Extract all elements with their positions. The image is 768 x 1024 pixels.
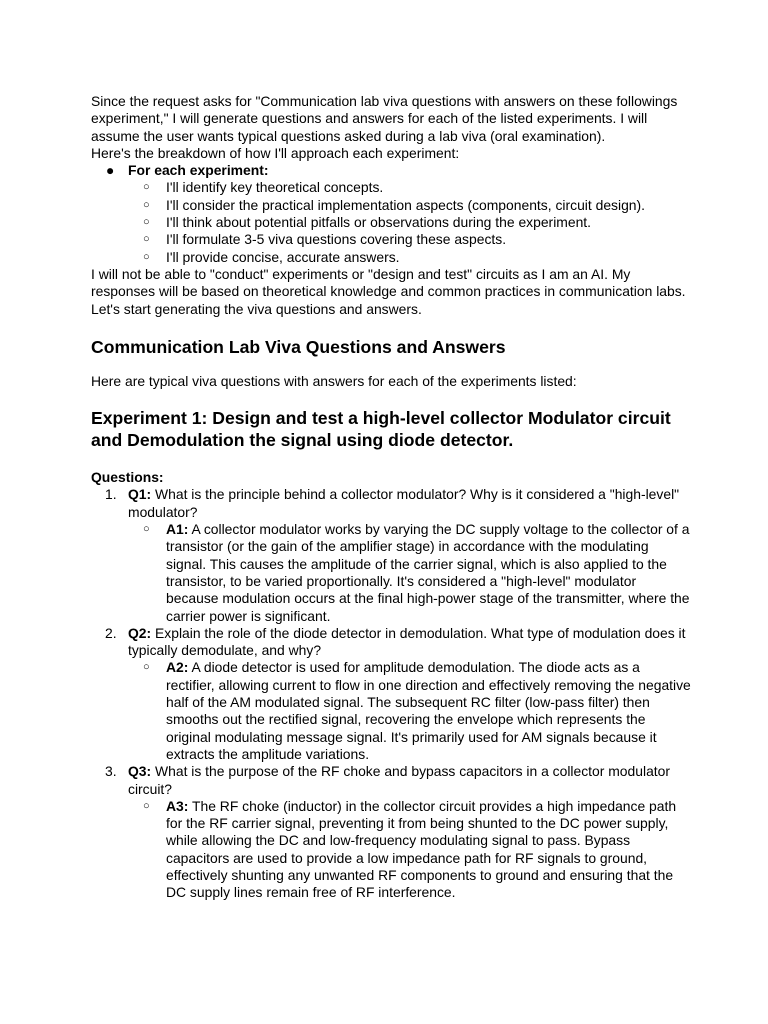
approach-subitem-text: I'll consider the practical implementation aspects (components, circuit design). xyxy=(166,196,646,213)
question-text: What is the principle behind a collector modulator? Why is it considered a "high-level" modulator? xyxy=(128,486,680,520)
approach-subitem xyxy=(91,179,691,196)
bullet-circle-icon: ○ xyxy=(143,233,150,246)
answer-label: A2: xyxy=(166,659,189,676)
approach-subitem-text: I'll identify key theoretical concepts. xyxy=(166,179,384,196)
answer-item xyxy=(91,659,691,763)
intro-paragraph: Since the request asks for "Communication lab viva questions with answers on these followings experiment," I will generate questions and answers for each of the listed experiments. I will assume the user wants typical questions asked during a lab viva (oral examination). xyxy=(91,93,678,144)
bullet-circle-icon: ○ xyxy=(143,523,150,536)
question-item xyxy=(91,625,691,660)
approach-subitem-text: I'll provide concise, accurate answers. xyxy=(166,248,400,265)
question-label: Q2: xyxy=(128,624,152,641)
document-content xyxy=(91,93,691,902)
start-paragraph: Let's start generating the viva questions and answers. xyxy=(91,300,422,317)
section-subtitle: Here are typical viva questions with answers for each of the experiments listed: xyxy=(91,372,577,389)
question-text: Explain the role of the diode detector in demodulation. What type of modulation does it typically demodulate, and why? xyxy=(128,624,686,659)
approach-subitem xyxy=(91,214,691,231)
experiment-title: Experiment 1: Design and test a high-level collector Modulator circuit and Demodulation the signal using diode detector. xyxy=(91,408,671,451)
approach-bullet-label: For each experiment: xyxy=(128,162,269,179)
bullet-circle-icon: ○ xyxy=(143,216,150,229)
intro-breakdown: Here's the breakdown of how I'll approach each experiment: xyxy=(91,144,460,161)
answer-item xyxy=(91,521,691,625)
bullet-circle-icon: ○ xyxy=(143,661,150,674)
answer-item xyxy=(91,798,691,902)
question-number: 1. xyxy=(105,486,117,503)
question-number: 2. xyxy=(105,624,117,641)
answer-text: The RF choke (inductor) in the collector circuit provides a high impedance path for the RF carrier signal, preventing it from being shunted to the DC power supply, while allowing the DC and low-frequency modulating signal to pass. Bypass capacitors are used to provide a low impedance path for RF signals to ground, effectively shunting any unwanted RF components to ground and ensuring that the DC supply lines remain free of RF interference. xyxy=(166,797,677,901)
disclaimer-paragraph: I will not be able to "conduct" experiments or "design and test" circuits as I am an AI. My responses will be based on theoretical knowledge and common practices in communication labs. xyxy=(91,265,686,300)
approach-list xyxy=(91,162,691,266)
approach-subitem-text: I'll formulate 3-5 viva questions covering these aspects. xyxy=(166,231,507,248)
question-item xyxy=(91,486,691,521)
questions-label: Questions: xyxy=(91,469,164,486)
question-label: Q3: xyxy=(128,763,152,780)
question-list xyxy=(91,486,691,901)
answer-label: A1: xyxy=(166,521,189,538)
bullet-circle-icon: ○ xyxy=(143,250,150,263)
approach-subitem xyxy=(91,231,691,248)
approach-subitem xyxy=(91,249,691,266)
question-item xyxy=(91,763,691,798)
bullet-circle-icon: ○ xyxy=(143,799,150,812)
question-number: 3. xyxy=(105,763,117,780)
question-text: What is the purpose of the RF choke and bypass capacitors in a collector modulator circuit? xyxy=(128,763,671,797)
answer-text: A collector modulator works by varying the DC supply voltage to the collector of a transistor (or the gain of the amplifier stage) in accordance with the modulating signal. This causes the amplitude of the carrier signal, which is also applied to the transistor, to be varied proportionally. It's considered a "high-level" modulator because modulation occurs at the final high-power stage of the transmitter, where the carrier power is significant. xyxy=(166,521,690,624)
question-label: Q1: xyxy=(128,486,152,503)
bullet-circle-icon: ○ xyxy=(143,181,150,194)
section-title: Communication Lab Viva Questions and Answers xyxy=(91,336,506,357)
approach-bullet xyxy=(91,162,691,179)
bullet-circle-icon: ○ xyxy=(143,198,150,211)
questions-heading xyxy=(91,469,691,486)
approach-subitem-text: I'll think about potential pitfalls or observations during the experiment. xyxy=(166,214,592,231)
answer-label: A3: xyxy=(166,797,189,814)
approach-subitem xyxy=(91,197,691,214)
answer-text: A diode detector is used for amplitude demodulation. The diode acts as a rectifier, allowing current to flow in one direction and effectively removing the negative half of the AM modulated signal. The subsequent RC filter (low-pass filter) then smooths out the rectified signal, recovering the envelope which represents the original modulating message signal. It's primarily used for AM signals because it extracts the amplitude variations. xyxy=(166,659,691,762)
bullet-dot-icon: ● xyxy=(106,162,115,179)
